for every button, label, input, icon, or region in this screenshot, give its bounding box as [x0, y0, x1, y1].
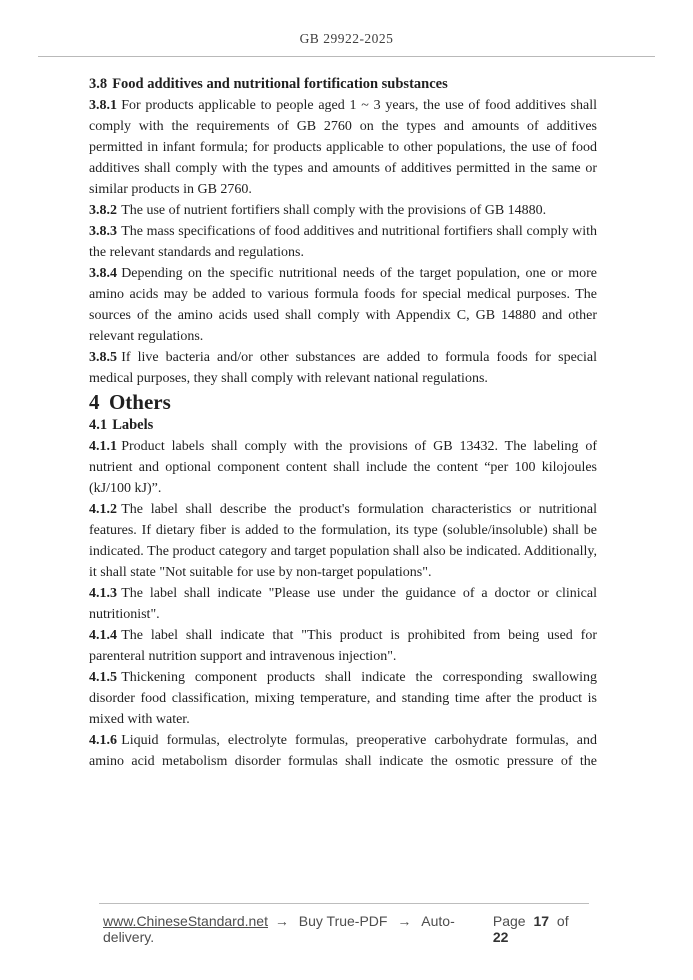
- section-text: Product labels shall comply with the provisions of GB 13432. The labeling of nutrient and optional component content shall include the content “per 100 kilojoules (kJ/100 kJ)”.: [89, 439, 597, 496]
- chapter-heading-4: [89, 389, 597, 415]
- section-paragraph-4-1-2: [89, 499, 597, 583]
- footer-tagline: [103, 913, 489, 945]
- arrow-right-icon: →: [274, 913, 289, 929]
- section-text: Thickening component products shall indicate the corresponding swallowing disorder food classification, mixing temperature, and standing time after the product is mixed with water.: [89, 670, 597, 727]
- section-number: 3.8: [89, 76, 108, 92]
- page-current: 17: [533, 913, 550, 929]
- page-total: 22: [492, 929, 509, 945]
- page-of-label: of: [556, 913, 569, 929]
- document-body: [89, 74, 597, 772]
- section-text: Liquid formulas, electrolyte formulas, preoperative carbohydrate formulas, and amino acid metabolism disorder formulas shall indicate the osmotic pressure of the: [89, 733, 597, 769]
- section-number: 4.1: [89, 417, 108, 433]
- section-number: 4.1.5: [89, 670, 117, 685]
- section-paragraph-3-8-1: [89, 95, 597, 200]
- section-text: Depending on the specific nutritional needs of the target population, one or more amino acids may be added to various formula foods for special medical purposes. The sources of the amino acids used shall comply with Appendix C, GB 14880 and other relevant regulations.: [89, 266, 597, 344]
- section-text: The mass specifications of food additives and nutritional fortifiers shall comply with the relevant standards and regulations.: [89, 224, 597, 260]
- section-title: Food additives and nutritional fortification substances: [112, 76, 448, 92]
- section-text: The label shall indicate that "This product is prohibited from being used for parenteral nutrition support and intravenous injection".: [89, 628, 597, 664]
- section-number: 3.8.3: [89, 224, 117, 239]
- section-number: 3.8.5: [89, 350, 117, 365]
- section-text: The use of nutrient fortifiers shall comply with the provisions of GB 14880.: [121, 203, 547, 218]
- section-number: 4.1.6: [89, 733, 117, 748]
- standard-number-header: GB 29922-2025: [299, 31, 394, 46]
- section-paragraph-4-1-3: [89, 583, 597, 625]
- footer-buy-text: Buy True-PDF: [298, 913, 388, 929]
- page-footer: [103, 913, 587, 945]
- footer-website-link[interactable]: www.ChineseStandard.net: [103, 913, 268, 929]
- section-number: 3.8.4: [89, 266, 117, 281]
- section-paragraph-4-1-6: [89, 730, 597, 772]
- section-paragraph-3-8-2: [89, 200, 597, 221]
- section-number: 4.1.4: [89, 628, 117, 643]
- arrow-right-icon: →: [397, 913, 412, 929]
- section-title: Labels: [112, 417, 154, 433]
- section-number: 3.8.2: [89, 203, 117, 218]
- section-paragraph-4-1-5: [89, 667, 597, 730]
- section-number: 4.1.1: [89, 439, 117, 454]
- section-paragraph-3-8-5: [89, 347, 597, 389]
- section-number: 3.8.1: [89, 98, 117, 113]
- section-title: Others: [108, 390, 171, 414]
- section-paragraph-3-8-3: [89, 221, 597, 263]
- section-paragraph-4-1-1: [89, 436, 597, 499]
- page-label: Page: [492, 913, 526, 929]
- section-heading-3-8: [89, 74, 597, 95]
- section-text: The label shall describe the product's formulation characteristics or nutritional features. If dietary fiber is added to the formulation, its type (soluble/insoluble) shall be indicated. The product category and target population shall also be indicated. Additionally, it shall state "Not suitable for use by non-target populations".: [89, 502, 597, 580]
- footer-divider: [99, 903, 589, 904]
- page-indicator: [489, 913, 587, 945]
- section-number: 4: [89, 390, 100, 414]
- section-number: 4.1.2: [89, 502, 117, 517]
- section-text: If live bacteria and/or other substances are added to formula foods for special medical purposes, they shall comply with relevant national regulations.: [89, 350, 597, 386]
- section-heading-4-1: [89, 415, 597, 436]
- section-paragraph-3-8-4: [89, 263, 597, 347]
- section-text: For products applicable to people aged 1 ~ 3 years, the use of food additives shall comply with the requirements of GB 2760 on the types and amounts of additives permitted in infant formula; for products applicable to other populations, the use of food additives shall comply with the types and amounts of additives permitted in the same or similar products in GB 2760.: [89, 98, 597, 197]
- section-text: The label shall indicate "Please use under the guidance of a doctor or clinical nutritionist".: [89, 586, 597, 622]
- footer-delivery-text: Auto-delivery.: [103, 913, 455, 945]
- section-paragraph-4-1-4: [89, 625, 597, 667]
- header-divider: [38, 56, 655, 57]
- section-number: 4.1.3: [89, 586, 117, 601]
